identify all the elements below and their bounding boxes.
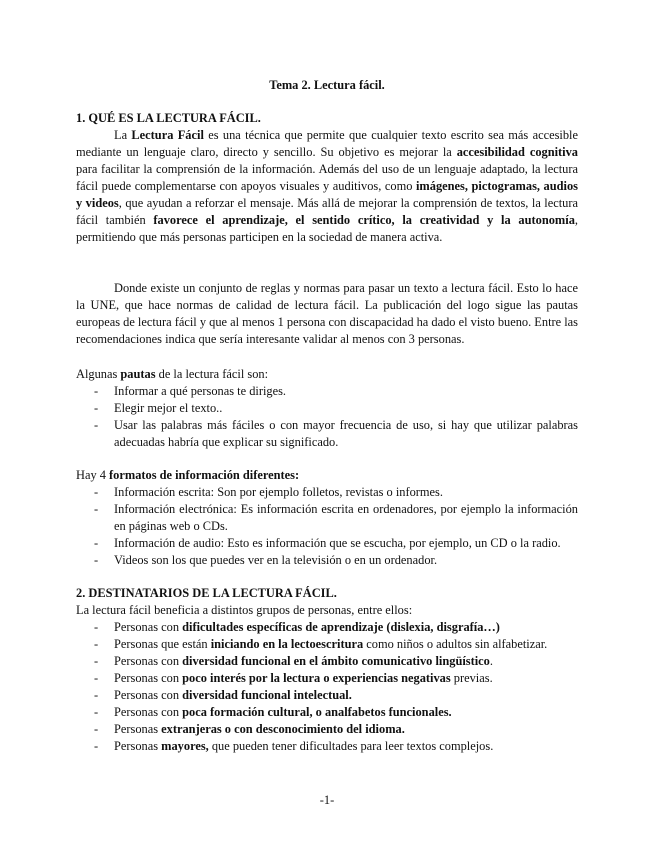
list-item bbox=[76, 687, 578, 704]
list-item: - Videos son los que puedes ver en la televisión o en un ordenador. bbox=[76, 552, 578, 569]
bold-text: dificultades específicas de aprendizaje (dislexia, disgrafía…) bbox=[182, 620, 500, 634]
text: Personas bbox=[114, 739, 162, 753]
section-2-heading: 2. DESTINATARIOS DE LA LECTURA FÁCIL. bbox=[76, 586, 337, 600]
bold-text: extranjeras o con desconocimiento del idioma. bbox=[161, 722, 405, 736]
text: para facilitar la comprensión de la información. Además del uso de un lenguaje adaptado, la lectura fácil puede complementarse con apoyos visuales y auditivos, como bbox=[76, 162, 578, 193]
text: . bbox=[489, 654, 493, 668]
bold-text: favorece el aprendizaje, el sentido crítico, la creatividad y la autonomía bbox=[153, 213, 575, 227]
page-title: Tema 2. Lectura fácil. bbox=[269, 78, 385, 92]
list-item: - Informar a qué personas te diriges. bbox=[76, 383, 578, 400]
text: Hay 4 bbox=[76, 468, 110, 482]
bold-text: accesibilidad cognitiva bbox=[456, 145, 579, 159]
text: Personas bbox=[114, 722, 162, 736]
bold-text: mayores, bbox=[161, 739, 209, 753]
bold-text: diversidad funcional en el ámbito comunicativo lingüístico bbox=[182, 654, 490, 668]
list-item: - Elegir mejor el texto.. bbox=[76, 400, 578, 417]
text: Algunas bbox=[76, 367, 121, 381]
list-item bbox=[76, 721, 578, 738]
bold-text: poca formación cultural, o analfabetos funcionales. bbox=[182, 705, 452, 719]
text: Personas con bbox=[114, 688, 183, 702]
bold-text: Lectura Fácil bbox=[131, 128, 204, 142]
pautas-list bbox=[76, 383, 578, 451]
list-item: - Información electrónica: Es información escrita en ordenadores, por ejemplo la información en páginas web o CDs. bbox=[76, 501, 578, 535]
text: de la lectura fácil son: bbox=[155, 367, 269, 381]
bold-text: formatos de información diferentes: bbox=[109, 468, 300, 482]
bold-text: poco interés por la lectura o experiencias negativas bbox=[182, 671, 451, 685]
bold-text: pautas bbox=[120, 367, 156, 381]
list-item: - Usar las palabras más fáciles o con mayor frecuencia de uso, si hay que utilizar palabras adecuadas habría que explicar su significado. bbox=[76, 417, 578, 451]
list-item: - Información de audio: Esto es información que se escucha, por ejemplo, un CD o la radio. bbox=[76, 535, 578, 552]
bold-text: imágenes, pictogramas, audios y videos bbox=[76, 179, 578, 210]
text: como niños o adultos sin alfabetizar. bbox=[363, 637, 548, 651]
page-number: -1- bbox=[319, 793, 335, 807]
list-item bbox=[76, 738, 578, 755]
section-1-paragraph-2: Donde existe un conjunto de reglas y normas para pasar un texto a lectura fácil. Esto lo hace la UNE, que hace normas de calidad de lectura fácil. La publicación del logo sigue las pautas europeas de lectura fácil y que al menos 1 persona con discapacidad ha dado el visto bueno. Entre las recomendaciones indica que sería interesante validar al menos con 3 personas. bbox=[76, 281, 578, 346]
section-1-paragraph-1 bbox=[76, 127, 578, 246]
list-item bbox=[76, 653, 578, 670]
bold-text: iniciando en la lectoescritura bbox=[210, 637, 364, 651]
text: Personas con bbox=[114, 620, 183, 634]
list-item bbox=[76, 670, 578, 687]
text: Personas que están bbox=[114, 637, 211, 651]
pautas-intro bbox=[76, 366, 578, 383]
list-item bbox=[76, 619, 578, 636]
bold-text: diversidad funcional intelectual. bbox=[182, 688, 352, 702]
section-2-intro: La lectura fácil beneficia a distintos grupos de personas, entre ellos: bbox=[76, 603, 413, 617]
text: es una técnica que permite que cualquier texto escrito sea más accesible mediante un lenguaje claro, directo y sencillo. Su objetivo es mejorar la bbox=[76, 128, 578, 159]
destinatarios-list bbox=[76, 619, 578, 755]
text: que pueden tener dificultades para leer textos complejos. bbox=[208, 739, 494, 753]
text: Personas con bbox=[114, 654, 183, 668]
section-1-heading: 1. QUÉ ES LA LECTURA FÁCIL. bbox=[76, 111, 261, 125]
text: Personas con bbox=[114, 671, 183, 685]
text: La bbox=[114, 128, 132, 142]
list-item bbox=[76, 636, 578, 653]
list-item bbox=[76, 704, 578, 721]
text: , permitiendo que más personas participen en la sociedad de manera activa. bbox=[76, 213, 578, 244]
text: previas. bbox=[450, 671, 493, 685]
formatos-intro bbox=[76, 467, 578, 484]
text: , que ayudan a reforzar el mensaje. Más allá de mejorar la comprensión de textos, la lectura fácil también bbox=[76, 196, 579, 227]
text: Personas con bbox=[114, 705, 183, 719]
formatos-list bbox=[76, 484, 578, 569]
list-item: - Información escrita: Son por ejemplo folletos, revistas o informes. bbox=[76, 484, 578, 501]
